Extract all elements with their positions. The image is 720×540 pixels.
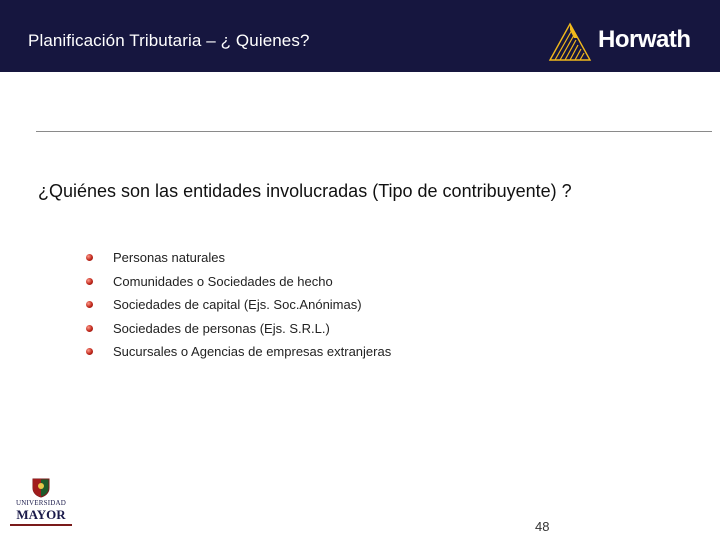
- bullet-icon: [86, 348, 93, 355]
- slide-title: Planificación Tributaria – ¿ Quienes?: [28, 31, 310, 50]
- list-item: [86, 340, 391, 364]
- list-item: [86, 293, 391, 317]
- header-bar: [0, 0, 720, 72]
- bullet-icon: [86, 278, 93, 285]
- horwath-mountain-icon: [548, 18, 598, 64]
- list-item-text: Comunidades o Sociedades de hecho: [113, 273, 333, 289]
- list-item-text: Sucursales o Agencias de empresas extranjeras: [113, 344, 392, 360]
- divider-line: [36, 131, 712, 132]
- horwath-logo: [548, 18, 698, 64]
- list-item: [86, 317, 391, 341]
- university-logo: [8, 478, 74, 534]
- page-number: 48: [535, 519, 550, 534]
- list-item-text: Personas naturales: [113, 250, 226, 266]
- bullet-icon: [86, 301, 93, 308]
- question-heading: ¿Quiénes son las entidades involucradas (Tipo de contribuyente) ?: [38, 181, 572, 201]
- university-shield-icon: [32, 478, 50, 498]
- bullet-icon: [86, 254, 93, 261]
- list-item-text: Sociedades de capital (Ejs. Soc.Anónimas): [113, 297, 362, 313]
- university-name-main: MAYOR: [16, 507, 66, 522]
- list-item-text: Sociedades de personas (Ejs. S.R.L.): [113, 320, 330, 336]
- bullet-icon: [86, 325, 93, 332]
- list-item: [86, 270, 391, 294]
- bullet-list: [86, 246, 391, 364]
- list-item: [86, 246, 391, 270]
- logo-wordmark: Horwath: [598, 26, 691, 53]
- university-underline: [10, 524, 72, 526]
- university-name-top: UNIVERSIDAD: [15, 499, 67, 507]
